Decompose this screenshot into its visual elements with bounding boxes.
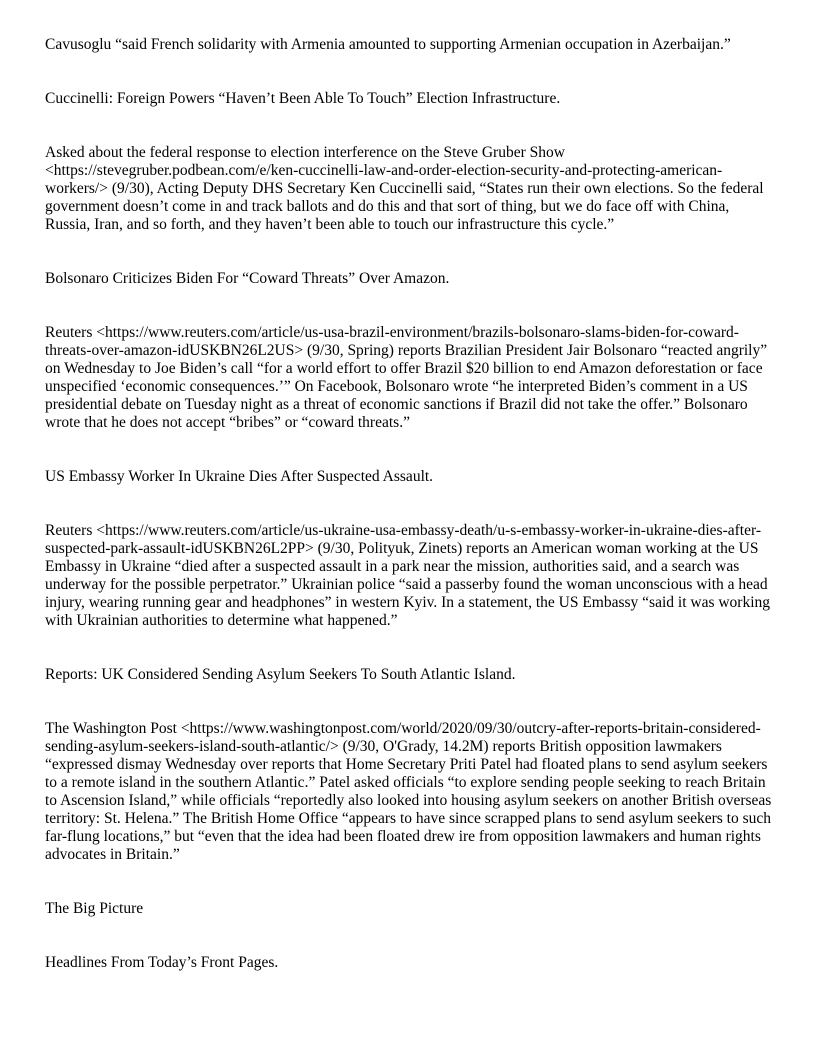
heading-cuccinelli: Cuccinelli: Foreign Powers “Haven’t Been Able To Touch” Election Infrastructure. bbox=[45, 90, 561, 107]
document-page bbox=[45, 36, 775, 1008]
heading-front-pages: Headlines From Today’s Front Pages. bbox=[45, 954, 279, 971]
heading-uk-asylum: Reports: UK Considered Sending Asylum Seekers To South Atlantic Island. bbox=[45, 666, 516, 683]
heading-bolsonaro: Bolsonaro Criticizes Biden For “Coward Threats” Over Amazon. bbox=[45, 270, 450, 287]
heading-embassy-worker: US Embassy Worker In Ukraine Dies After Suspected Assault. bbox=[45, 468, 434, 485]
paragraph-cavusoglu-quote: Cavusoglu “said French solidarity with Armenia amounted to supporting Armenian occupation in Azerbaijan.” bbox=[45, 36, 731, 53]
paragraph-cuccinelli: Asked about the federal response to election interference on the Steve Gruber Show <https://stevegruber.podbean.com/e/ken-cuccinelli-law-and-order-election-security-and-protecting-american-workers/> (9/30), Acting Deputy DHS Secretary Ken Cuccinelli said, “States run their own elections. So the federal government doesn’t come in and track ballots and do this and that sort of thing, but we do face off with China, Russia, Iran, and so forth, and they haven’t been able to touch our infrastructure this cycle.” bbox=[45, 144, 764, 233]
section-heading-big-picture: The Big Picture bbox=[45, 900, 144, 917]
paragraph-uk-asylum: The Washington Post <https://www.washingtonpost.com/world/2020/09/30/outcry-after-reports-britain-considered-sending-asylum-seekers-island-south-atlantic/> (9/30, O'Grady, 14.2M) reports British opposition lawmakers “expressed dismay Wednesday over reports that Home Secretary Priti Patel had floated plans to send asylum seekers to a remote island in the southern Atlantic.” Patel asked officials “to explore sending people seeking to reach Britain to Ascension Island,” while officials “reportedly also looked into housing asylum seekers on another British overseas territory: St. Helena.” The British Home Office “appears to have since scrapped plans to send asylum seekers to such far-flung locations,” but “even that the idea had been floated drew ire from opposition lawmakers and human rights advocates in Britain.” bbox=[45, 720, 772, 863]
paragraph-embassy-worker: Reuters <https://www.reuters.com/article/us-ukraine-usa-embassy-death/u-s-embassy-worker-in-ukraine-dies-after-suspected-park-assault-idUSKBN26L2PP> (9/30, Polityuk, Zinets) reports an American woman working at the US Embassy in Ukraine “died after a suspected assault in a park near the mission, authorities said, and a search was underway for the possible perpetrator.” Ukrainian police “said a passerby found the woman unconscious with a head injury, wearing running gear and headphones” in western Kyiv. In a statement, the US Embassy “said it was working with Ukrainian authorities to determine what happened.” bbox=[45, 522, 771, 629]
paragraph-bolsonaro: Reuters <https://www.reuters.com/article/us-usa-brazil-environment/brazils-bolsonaro-slams-biden-for-coward-threats-over-amazon-idUSKBN26L2US> (9/30, Spring) reports Brazilian President Jair Bolsonaro “reacted angrily” on Wednesday to Joe Biden’s call “for a world effort to offer Brazil $20 billion to end Amazon deforestation or face unspecified ‘economic consequences.’” On Facebook, Bolsonaro wrote “he interpreted Biden’s comment in a US presidential debate on Tuesday night as a threat of economic sanctions if Brazil did not take the offer.” Bolsonaro wrote that he does not accept “bribes” or “coward threats.” bbox=[45, 324, 768, 431]
